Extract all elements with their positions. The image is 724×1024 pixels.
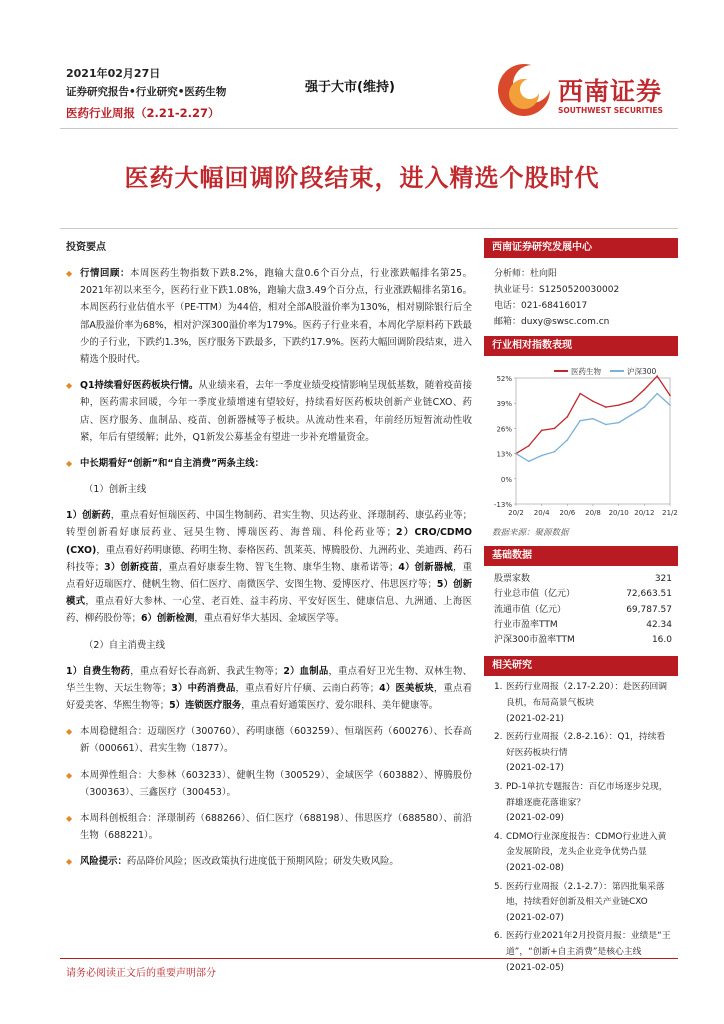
analyst-name-row: 分析师：杜向阳 [494, 269, 558, 279]
logo-emblem-icon [496, 62, 552, 118]
bold-lead: Q1持续看好医药板块行情。 [80, 380, 199, 392]
data-point [554, 428, 556, 430]
item-text: ，重点看好爱美客、华熙生物等； [66, 682, 472, 712]
basic-data-row: 股票家数 321 [494, 574, 672, 584]
data-point [618, 404, 620, 406]
data-point [605, 424, 607, 426]
license-row: 执业证号：S1250520030002 [494, 285, 620, 295]
paragraph-risk [66, 853, 472, 870]
paragraph-elastic-portfolio: ◆ 本周弹性组合：大参林（603233）、健帆生物（300529）、金域医学（603882）、博腾股份（300363）、三鑫医疗（300453）。 [66, 767, 472, 801]
report-category: 证券研究报告•行业研究•医药生物 [66, 86, 227, 98]
data-point [618, 422, 620, 424]
footer-divider [60, 958, 678, 959]
basic-data-row: 行业市盈率TTM 42.34 [494, 619, 672, 630]
bold-lead: 行情回顾： [80, 268, 131, 279]
bold-item: 2）CRO/CDMO (CXO) [66, 527, 472, 556]
bold-item: 3）中药消费品 [171, 682, 236, 694]
data-point [605, 406, 607, 408]
x-tick-label: 20/2 [508, 509, 524, 517]
x-tick-label: 20/6 [559, 509, 576, 517]
legend-label: 医药生物 [571, 367, 601, 376]
email-link[interactable]: duxy@swsc.com.cn [521, 317, 610, 327]
logo-text-en: SOUTHWEST SECURITIES [558, 106, 663, 115]
related-report-item[interactable]: 1. 医药行业周报（2.17-2.20）：赴医药回调良机，布局高景气板块 (2021-02-21) [494, 682, 668, 724]
data-point [567, 416, 569, 418]
subheading-innovation: （1）创新主线 [84, 484, 147, 496]
item-text: ，重点看好片仔癀、云南白药等； [235, 682, 380, 694]
y-tick-label: 26% [496, 425, 512, 434]
data-point [579, 393, 581, 395]
data-point [644, 406, 646, 408]
performance-chart [484, 362, 678, 522]
basic-data-row: 沪深300市盈率TTM 16.0 [494, 635, 672, 646]
paragraph-text: 从业绩来看，去年一季度业绩受疫情影响呈现低基数，随着疫苗接种，医药需求回暖，今年一季度业绩增速有望较好，持续看好医药板块创新产业链CXO、药店、医疗服务、血制品、疫苗、创新器械等子板块。从流动性来看，年前经历短暂流动性收紧，年后有望缓解；此外，Q1新发公募基金有望进一步补充增量资金。 [80, 380, 472, 443]
y-tick-label: 13% [496, 450, 512, 459]
basic-data-row: 行业总市值（亿元） 72,663.51 [494, 589, 672, 600]
bold-item: 1）自费生物药 [66, 665, 131, 677]
item-text: ，重点看好康泰生物、智飞生物、康华生物、康希诺等； [158, 561, 399, 573]
bold-item: 4）医美板块 [379, 682, 434, 694]
y-tick-label: 0% [500, 475, 512, 484]
chart-plot-frame [516, 378, 670, 504]
x-tick-label: 20/10 [608, 509, 629, 517]
paragraph-q1-outlook [66, 377, 472, 446]
paragraph-text: 药品降价风险；医改政策执行进度低于预期风险；研发失败风险。 [126, 856, 399, 868]
data-source: 数据来源：聚源数据 [492, 528, 569, 538]
page-title: 医药大幅回调阶段结束，进入精选个股时代 [124, 164, 600, 192]
phone-row: 电话：021-68416017 [494, 301, 588, 311]
item-text: ，重点看好迈瑞医疗、健帆生物、佰仁医疗、南微医学、安图生物、爱博医疗、伟思医疗等； [66, 561, 472, 591]
paragraph-text: 本周医药生物指数下跌8.2%，跑输大盘0.6个百分点，行业涨跌幅排名第25。2021年初以来至今，医药行业下跌1.08%，跑输大盘3.49个百分点，行业涨跌幅排名第16。本周医药行业估值水平（PE-TTM）为44倍，相对全部A股溢价率为130%，相对剔除银行后全部A股溢价率为68%，相对沪深300溢价率为179%。医药子行业来看，本周化学原料药下跌最少的子行业，下跌约1.3%，医疗服务下跌最多，下跌约17.9%。医药大幅回调阶段结束，进入精选个股时代。 [80, 268, 472, 366]
item-text: ，重点看好卫光生物、双林生物、华兰生物、天坛生物等； [66, 665, 472, 694]
related-research-list [484, 676, 678, 983]
data-point [515, 453, 517, 455]
data-point [528, 445, 530, 447]
x-tick-label: 20/8 [585, 509, 601, 517]
data-point [579, 420, 581, 422]
footer-disclaimer[interactable]: 请务必阅读正文后的重要声明部分 [66, 968, 216, 979]
related-report-item[interactable]: 2. 医药行业周报（2.8-2.16）：Q1，持续看好医药板块行情 (2021-02-17) [494, 732, 666, 774]
data-point [592, 400, 594, 402]
data-point [541, 430, 543, 432]
data-point [541, 455, 543, 457]
bold-item: 1）创新药 [66, 510, 111, 522]
paragraph-market-review [66, 265, 472, 368]
x-tick-label: 21/2 [662, 509, 678, 517]
data-point [669, 395, 671, 397]
x-tick-label: 20/12 [634, 509, 655, 517]
data-point [656, 375, 658, 377]
bold-item: 3）创新疫苗 [104, 561, 159, 573]
bold-lead: 中长期看好“创新”和“自主消费”两条主线： [80, 458, 265, 470]
bold-item: 5）连锁医疗服务 [169, 700, 242, 712]
series-line-pharma [516, 376, 670, 454]
related-report-item[interactable]: 6. 医药行业2021年2月投资月报：业绩是“王道”，“创新+自主消费”是核心主线 (2021-02-05) [494, 931, 671, 973]
item-text: ，重点看好华大基因、金域医学等。 [194, 613, 345, 625]
basic-data-header: 基础数据 [484, 546, 678, 566]
data-point [528, 461, 530, 463]
related-report-item[interactable]: 5. 医药行业周报（2.1-2.7）：第四批集采落地，持续看好创新及相关产业链CXO (2021-02-07) [494, 881, 665, 923]
related-report-item[interactable]: 4. CDMO行业深度报告：CDMO行业进入黄金发展阶段，龙头企业竞争优势凸显 (2021-02-08) [494, 831, 667, 874]
index-performance-header: 行业相对指数表现 [484, 336, 678, 356]
report-name: 医药行业周报（2.21-2.27） [66, 106, 220, 120]
section-title: 投资要点 [66, 242, 106, 253]
rating: 强于大市(维持) [305, 80, 395, 95]
basic-data-table [484, 566, 678, 656]
analyst-info [484, 258, 678, 336]
legend-label: 沪深300 [627, 367, 657, 376]
report-date: 2021年02月27日 [66, 67, 161, 80]
divider [60, 228, 678, 229]
item-text: ，重点看好药明康德、药明生物、泰格医药、凯莱英、博腾股份、九洲药业、美迪西、药石科技等； [66, 544, 472, 573]
data-point [669, 404, 671, 406]
data-point [656, 393, 658, 395]
bold-item: 4）创新器械 [398, 561, 454, 573]
item-text: ，重点看好长春高新、我武生物等； [130, 665, 284, 677]
series-line-hs300 [516, 394, 670, 462]
bold-item: 2）血制品 [283, 665, 329, 677]
related-report-item[interactable]: 3. PD-1单抗专题报告：百亿市场逐步兑现，群雄逐鹿花落谁家？ (2021-02-09) [494, 782, 668, 824]
paragraph-consumption [66, 663, 472, 715]
logo-text-cn: 西南证券 [558, 77, 663, 106]
bold-item: 5）创新模式 [66, 579, 472, 608]
subheading-consumption: （2）自主消费主线 [84, 639, 165, 651]
divider [60, 128, 678, 129]
item-text: ，重点看好恒瑞医药、中国生物制药、君实生物、贝达药业、泽璟制药、康弘药业等；转型创新看好康辰药业、冠昊生物、博瑞医药、海普瑞、科伦药业等； [66, 510, 472, 539]
paragraph-innovation [66, 507, 472, 627]
data-point [554, 451, 556, 453]
investment-summary [66, 238, 472, 880]
data-point [631, 400, 633, 402]
bold-lead: 风险提示： [80, 856, 127, 868]
data-point [644, 389, 646, 391]
sidebar [484, 238, 678, 983]
basic-data-row: 流通市值（亿元） 69,787.57 [494, 604, 672, 615]
paragraph-star-portfolio: ◆ 本周科创板组合：泽璟制药（688266）、佰仁医疗（688198）、伟思医疗（688580）、前沿生物（688221）。 [66, 810, 472, 844]
research-center-header: 西南证券研究发展中心 [484, 238, 678, 258]
paragraph-stable-portfolio: ◆ 本周稳健组合：迈瑞医疗（300760）、药明康德（603259）、恒瑞医药（600276）、长春高新（000661）、君实生物（1877）。 [66, 723, 472, 757]
y-tick-label: 52% [496, 375, 512, 383]
y-tick-label: -13% [493, 501, 512, 509]
data-point [567, 439, 569, 441]
email-row: 邮箱：duxy@swsc.com.cn [494, 317, 610, 327]
bold-item: 6）创新检测 [141, 613, 195, 625]
item-text: ，重点看好通策医疗、爱尔眼科、美年健康等。 [241, 700, 439, 712]
data-point [592, 418, 594, 420]
y-tick-label: 39% [496, 400, 512, 409]
paragraph-long-term [66, 455, 472, 472]
performance-chart-svg [484, 362, 678, 522]
x-tick-label: 20/4 [533, 509, 550, 517]
related-research-header: 相关研究 [484, 656, 678, 676]
item-text: ，重点看好大参林、一心堂、老百姓、益丰药房、平安好医生、健康信息、九洲通、上海医药、柳药股份等； [66, 596, 472, 625]
company-logo [496, 62, 686, 122]
data-point [631, 414, 633, 416]
